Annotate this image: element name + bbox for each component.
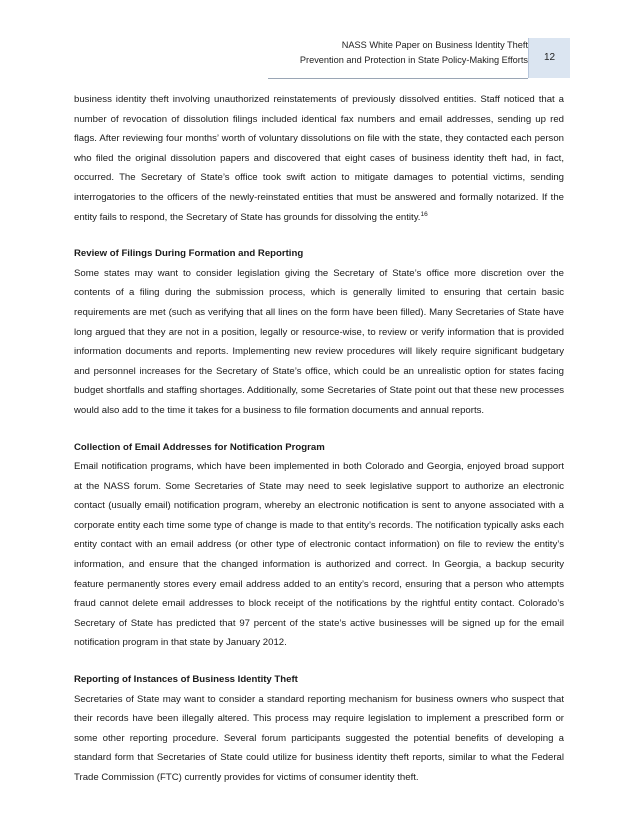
intro-paragraph	[74, 90, 564, 227]
section-heading-review-filings: Review of Filings During Formation and Reporting	[74, 248, 304, 260]
footnote-marker: 16	[420, 210, 428, 218]
intro-text: business identity theft involving unauthorized reinstatements of previously dissolved entities. Staff noticed that a number of revocation of dissolution filings included identical fax numbers and email addresses, sending up red flags. After reviewing four months’ worth of voluntary dissolutions on file with the state, they contacted each person who filed the original dissolution papers and discovered that eight cases of business identity theft had, in fact, occurred. The Secretary of State’s office took swift action to mitigate damages to potential victims, sending interrogatories to the officers of the newly-reinstated entities that must be answered and formally notarized. If the entity fails to respond, the Secretary of State has grounds for dissolving the entity.	[74, 94, 564, 223]
section-paragraph-review-filings: Some states may want to consider legislation giving the Secretary of State’s office more discretion over the contents of a filing during the submission process, which is generally limited to ensuring that certain basic requirements are met (such as verifying that all lines on the form have been filled). Many Secretaries of State have long argued that they are not in a position, legally or resource-wise, to review or verify information that is provided information documents and reports. Implementing new review procedures will likely require significant budgetary and personnel increases for the Secretary of State’s office, which could be an unrealistic option for states facing budget shortfalls and staffing shortages. Additionally, some Secretaries of State point out that these new processes would also add to the time it takes for a business to file formation documents and annual reports.	[74, 267, 564, 416]
document-body	[74, 90, 564, 788]
header-subtitle: Prevention and Protection in State Policy-Making Efforts	[299, 55, 528, 65]
header-rule	[268, 78, 528, 79]
section-heading-email-collection: Collection of Email Addresses for Notification Program	[74, 441, 325, 453]
header-title: NASS White Paper on Business Identity Theft	[341, 40, 528, 50]
section-heading-reporting-theft: Reporting of Instances of Business Identity Theft	[74, 674, 298, 686]
section-paragraph-reporting-theft: Secretaries of State may want to consider a standard reporting mechanism for business owners who suspect that their records have been illegally altered. This process may require legislation to implement a prescribed form or some other reporting procedure. Several forum participants suggested the potential benefits of developing a standard form that Secretaries of State could utilize for business identity theft reports, similar to what the Federal Trade Commission (FTC) currently provides for victims of consumer identity theft.	[74, 693, 564, 783]
page-header	[0, 38, 528, 68]
section-paragraph-email-collection: Email notification programs, which have been implemented in both Colorado and Georgia, enjoyed broad support at the NASS forum. Some Secretaries of State may need to seek legislative support to authorize an electronic contact (usually email) notification program, whereby an electronic notification is sent to anyone associated with a corporate entity each time some type of change is made to that entity’s records. The notification typically asks each entity contact with an email address (or other type of electronic contact information) on file to review the entity’s information, and ensure that the changed information is authorized and correct. In Georgia, a backup security feature permanently stores every email address added to an entity’s record, ensuring that a person who attempts fraud cannot delete email addresses to block receipt of the notifications by the rightful entity contact. Colorado’s Secretary of State has predicted that 97 percent of the state’s active businesses will be signed up for the email notification program in that state by January 2012.	[74, 461, 564, 649]
page-number: 12	[528, 38, 570, 78]
